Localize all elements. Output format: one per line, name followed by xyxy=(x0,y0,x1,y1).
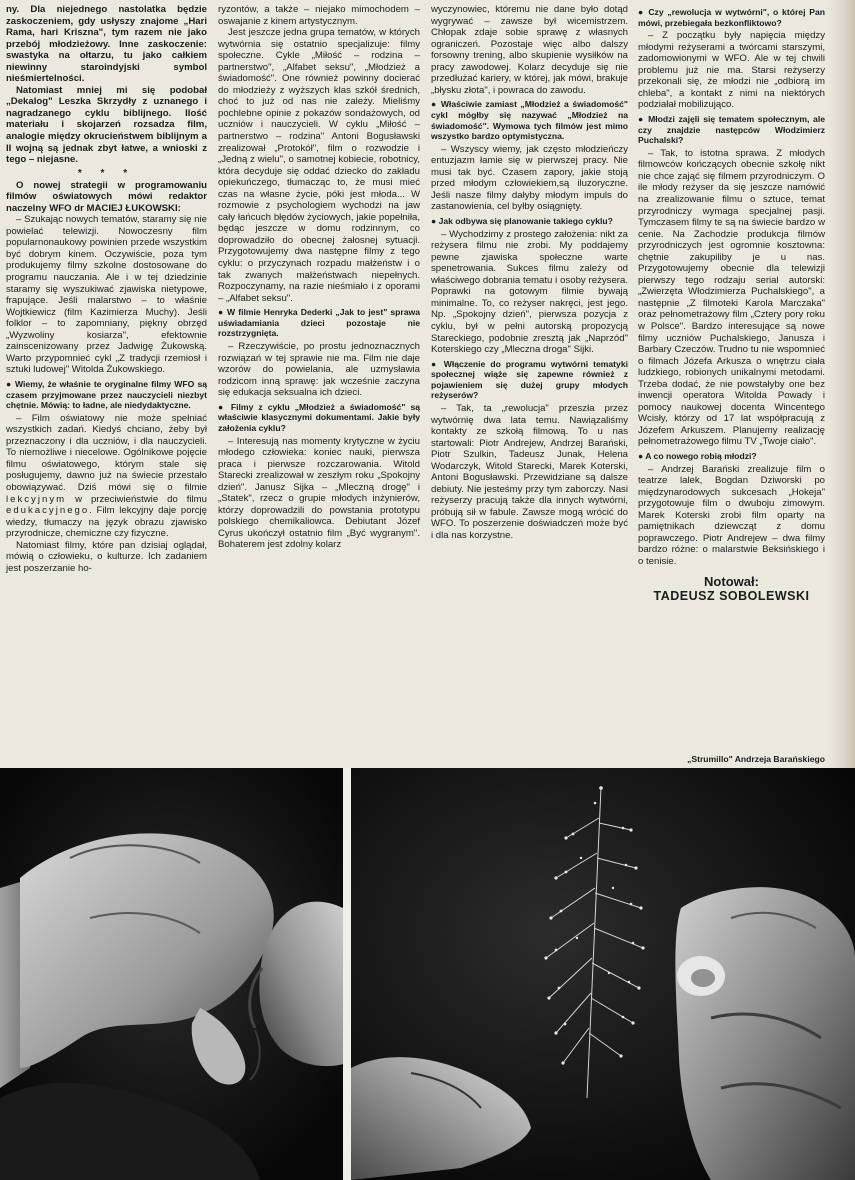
interview-question: ● Właściwie zamiast „Młodzież a świadomość" cykl mógłby się nazywać „Młodzież na świadomość". Wymowa tych filmów jest mimo wszystko bardzo optymistyczna. xyxy=(431,99,628,142)
signature-label: Notował: xyxy=(704,573,759,589)
grass-hands-illustration xyxy=(351,768,855,1180)
photo-caption: „Strumillo" Andrzeja Barańskiego xyxy=(687,754,825,764)
paragraph: – Tak, to istotna sprawa. Z młodych filmowców kończących obecnie szkołę nikt nie chce zająć się filmem przyrodniczym. O ile młody reżyser da się jeszcze namówić na zrealizowanie filmu o sztuce, temat przyrodniczy wymaga specjalnej pasji. Tymczasem filmy te są na świecie bardzo w cenie. Na Zachodzie produkcja filmów przyrodniczych jest ogromnie kosztowna: chętnie zakupiliby je u nas. Przygotowujemy obecnie dla telewizji pierwszy tego rodzaju serial autorski: „Zwierzęta Włodzimierza Puchalskiego", a następnie „Z filmoteki Karola Marczaka" oraz pełnometrażowy film „Cztery pory roku w Polsce". Bardzo interesujące są nowe filmy uczniów Puchalskiego, Janusza i Barbary Czeczów. Trudno tu nie wspomnieć o filmach Józefa Arkusza o wnętrzu ciała ludzkiego, robionych unikalnymi metodami. Trzeba dodać, że nie powstałyby one bez inwencji operatora Witolda Powady i pomocy naukowej docenta Wincentego Wcisły, którzy od 17 lat współpracują z Józefem Arkuszem. Planujemy realizację pełnometrażowego filmu TV „Twoje ciało". xyxy=(638,147,825,448)
text-column-2 xyxy=(218,4,420,551)
interview-question: ● Włączenie do programu wytwórni tematyki społecznej wiąże się zapewne również z pojawieniem się dużej grupy młodych reżyserów? xyxy=(431,358,628,401)
paragraph: – Z początku były napięcia między młodymi reżyserami a twórcami starszymi, zadomowionymi w WFO. Ale w tej chwili problemu już nie ma. Starsi reżyserzy przekonali się, że młodzi nie „odbiorą im chleba", a kontakt z nimi na niektórych podziałał mobilizująco. xyxy=(638,30,825,111)
interview-intro: O nowej strategii w programowaniu filmów oświatowych mówi redaktor naczelny WFO dr MACIEJ ŁUKOWSKI: xyxy=(6,179,207,214)
interview-question: ● Jak odbywa się planowanie takiego cyklu? xyxy=(431,216,613,227)
paragraph: – Andrzej Barański zrealizuje film o teatrze lalek, Bogdan Dziworski po międzynarodowych sukcesach „Hokeja" przygotowuje film o dwuboju zimowym. Marek Koterski zrobi film oparty na pamiętnikach dziewcząt z domu poprawczego. Piotr Andrejew – dwa filmy bardzo różne: o malarstwie Beksińskiego i o tenisie. xyxy=(638,463,825,567)
text-column-1 xyxy=(6,4,207,574)
author-signature xyxy=(638,574,825,604)
signature-name: TADEUSZ SOBOLEWSKI xyxy=(653,588,810,603)
interview-question: ● W filmie Henryka Dederki „Jak to jest" sprawa uświadamiania dzieci pozostaje nie rozstrzygnięta. xyxy=(218,307,420,339)
interview-question: ● Filmy z cyklu „Młodzież a świadomość" są właściwie klasycznymi dokumentami. Jakie były założenia cyklu? xyxy=(218,401,420,433)
paragraph: Jest jeszcze jedna grupa tematów, w których wytwórnia się ostatnio specjalizuje: filmy społeczne. Cykle „Miłość – rodzina – partnerstwo", „Alfabet seksu", „Młodzież a świadomość". One również powinny docierać do młodzieży z wyższych klas szkół średnich, choć to już od nas nie zależy. Mieliśmy pochlebne opinie z pokazów sondażowych, od uczniów i nauczycieli. W cyklu „Miłość – partnerstwo – rodzina" Antoni Bogusławski zrealizował „Protokół", film o rozwodzie i „Jedną z wielu", o samotnej kobiecie, robotnicy, która decyduje się oddać dziecko do zakładu opiekuńczego, tłumacząc to, że musi mieć czas na własne życie, póki jest młoda... W rozmowie z psychologiem wychodzi na jaw cały łańcuch błędów życiowych, jakie popełniła, będąc jeszcze w domu rodzinnym, co doprowadziło do obecnej żałosnej sytuacji. Przygotowujemy dwa następne filmy z tego cyklu: o przyczynach rozpadu małżeństw i o tak zwanych małżeństwach niepełnych. Rozpoczynamy, na razie nieśmiało i z oporami – „Alfabet seksu". xyxy=(218,27,420,304)
paragraph: – Szukając nowych tematów, staramy się nie powielać telewizji. Nowoczesny film popularnonaukowy powinien przede wszystkim być dobrym kinem. Oczywiście, poza tym produkujemy filmy szkolne dostosowane do programu nauczania. Ale i w tej dziedzinie staramy się wyszukiwać zjawiska nietypowe, frapujące. Jeśli malarstwo – to właśnie Wojtkiewicz (film Kazimierza Muchy). Jeśli folklor – to zapomniany, piękny obrzęd „Wyzwoliny kosiarza", efektownie zainscenizowany przez Jadwigę Żukowską. Warto przypomnieć cykl „Z tradycji rzemiosł i sztuki ludowej" Witolda Żukowskiego. xyxy=(6,214,207,376)
text-column-3 xyxy=(431,4,628,542)
hands-photo xyxy=(0,768,343,1180)
interview-question: ● A co nowego robią młodzi? xyxy=(638,451,757,462)
grass-stalk-photo xyxy=(351,768,855,1180)
section-separator: * * * xyxy=(77,167,136,179)
paragraph: – Interesują nas momenty krytyczne w życiu młodego człowieka: koniec nauki, pierwsza praca i pierwsze rozczarowania. Witold Starecki zrealizował w zeszłym roku „Spokojny dzień". Janusz Sijka – „Mleczną drogę" i „Statek", rzecz o grupie młodych inżynierów, którzy doprowadzili do powstania prototypu polskiego chemikaliowca. Debiutant Józef Cyrus ukończył ostatnio film „Być wygranym". Bohaterem jest zdolny kolarz xyxy=(218,435,420,551)
paragraph: ny. Dla niejednego nastolatka będzie zaskoczeniem, gdy usłyszy znajome „Hari Rama, hari Kriszna", tym razem nie jako przebój młodzieżowy. Inne zaskoczenie: swastyka na ołtarzu, tu jako całkiem niewinny staroindyjski symbol nieśmiertelności. xyxy=(6,4,207,85)
paragraph: wyczynowiec, któremu nie dane było dotąd wygrywać – zawsze był wicemistrzem. Chłopak zdaje sobie sprawę z własnych ograniczeń. Pozostaje więc albo dalszy forsowny trening, albo skupienie wysiłków na pracy zawodowej. Kolarz decyduje się nie przedłużać kariery, w której, jak mówi, brakuje „błysku złota", i powraca do zawodu. xyxy=(431,4,628,96)
interview-question: ● Czy „rewolucja w wytwórni", o której Pan mówi, przebiegała bezkonfliktowo? xyxy=(638,7,825,28)
page-fold-shadow xyxy=(827,0,855,768)
paragraph: Natomiast filmy, które pan dzisiaj oglądał, mówią o człowieku, o kulturze. Ich zadaniem jest poszerzanie ho- xyxy=(6,539,207,574)
paragraph: – Wszyscy wiemy, jak często młodzieńczy entuzjazm łamie się w pierwszej pracy. Nie musi tak być. Czasem zapory, jakie stoją przed młodym człowiekiem,są iluzoryczne. Jeśli nasze filmy dałyby młodym impuls do zastanowienia, cel byłby osiągnięty. xyxy=(431,143,628,213)
paragraph: – Wychodzimy z prostego założenia: nikt za reżysera filmu nie zrobi. My poddajemy pewne zjawiska społeczne warte spenetrowania. Sukces filmu zależy od właściwego dobrania tematu i osoby reżysera. Poprawki na gotowym filmie bywają minimalne. To, co reżyser nakręci, jest jego. Np. „Spokojny dzień", pierwsza pozycja z cyklu, był w pełni autorską propozycją Stareckiego, podobnie zresztą jak „Naprzód" Koterskiego czy „Mleczna droga" Sijki. xyxy=(431,228,628,356)
hands-illustration xyxy=(0,768,343,1180)
paragraph: – Rzeczywiście, po prostu jednoznacznych rozwiązań w tej sprawie nie ma. Film nie daje wzorów do powielania, ale uzmysławia rodzicom inną sprawę: jak wcześnie zaczyna się edukacja seksualna ich dzieci. xyxy=(218,341,420,399)
text-column-4 xyxy=(638,4,825,604)
paragraph: ryzontów, a także – niejako mimochodem – oswajanie z kinem artystycznym. xyxy=(218,4,420,27)
paragraph: – Film oświatowy nie może spełniać wszystkich zadań. Kiedyś chciano, żeby był przeznaczony i dla uczniów, i dla nauczycieli. To niemożliwe i niecelowe. Ogólnikowe pojęcie filmu oświatowego, którym stale się posługujemy, dawno już na świecie przestało obowiązywać. Dziś mówi się o filmie lekcyjnym w przeciwieństwie do filmu edukacyjnego. Film lekcyjny daje porcję wiedzy, tłumaczy na język obrazu zjawisko przyrodnicze, chemiczne czy fizyczne. xyxy=(6,412,207,540)
paragraph: Natomiast mniej mi się podobał „Dekalog" Leszka Skrzydły z uznanego i nagradzanego cyklu biblijnego. Ilość materiału i skojarzeń rozsadza film, analogie między okrucieństwem biblijnym a II wojną są jednak zbyt łatwe, a wnioski z tego – niejasne. xyxy=(6,84,207,166)
interview-question: ● Młodzi zajęli się tematem społecznym, ale czy znajdzie następców Włodzimierz Puchalski? xyxy=(638,114,825,146)
paragraph: – Tak, ta „rewolucja" przeszła przez wytwórnię dwa lata temu. Nawiązaliśmy kontakty ze szkołą filmową. To u nas startowali: Piotr Andrejew, Andrzej Barański, Piotr Szulkin, Tadeusz Junak, Helena Wodarczyk, Witold Starecki, Marek Koterski, Antoni Bogusławski. Przewidziane są dalsze debiuty. Nie jesteśmy przy tym zaborczy. Nasi reżyserzy pracują także dla innych wytwórni, próbują sił w fabule. Zawsze mogą wrócić do WFO. To poszerzenie doświadczeń może być i dla nas korzystne. xyxy=(431,403,628,542)
photo-gutter xyxy=(343,768,351,1180)
interview-question: ● Wiemy, że właśnie te oryginalne filmy WFO są czasem przyjmowane przez nauczycieli niezbyt chętnie. Mówią: to ładne, ale niedydaktyczne. xyxy=(6,378,207,411)
